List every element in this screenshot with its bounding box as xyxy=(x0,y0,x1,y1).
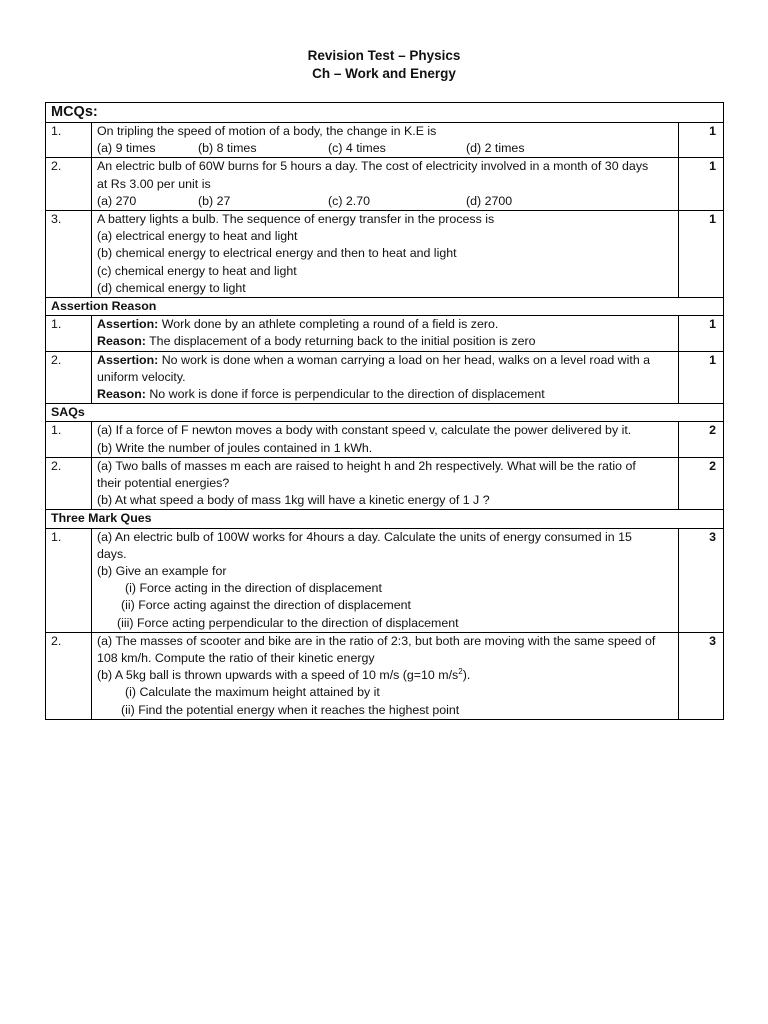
section-row-mcq xyxy=(46,103,724,123)
question-number: 2. xyxy=(46,351,92,404)
option-b: (b) chemical energy to electrical energy and then to heat and light xyxy=(97,246,457,261)
sub-question-ii: (ii) Force acting against the direction of displacement xyxy=(121,598,411,613)
question-marks: 1 xyxy=(679,351,724,404)
question-body xyxy=(92,123,679,158)
question-row-assertion-2 xyxy=(46,351,724,404)
question-number: 1. xyxy=(46,422,92,457)
question-body xyxy=(92,316,679,351)
question-part-a-continued: their potential energies? xyxy=(97,476,230,491)
question-text: An electric bulb of 60W burns for 5 hours a day. The cost of electricity involved in a month of 30 days xyxy=(97,159,649,174)
question-marks: 1 xyxy=(679,316,724,351)
sub-question-iii: (iii) Force acting perpendicular to the direction of displacement xyxy=(117,615,459,630)
reason-text: No work is done if force is perpendicular to the direction of displacement xyxy=(145,387,545,402)
section-title-assertion: Assertion Reason xyxy=(46,298,724,316)
question-part-b: (b) At what speed a body of mass 1kg will have a kinetic energy of 1 J ? xyxy=(97,493,490,508)
option-b: (b) 27 xyxy=(198,193,231,208)
worksheet-subtitle: Ch – Work and Energy xyxy=(312,66,456,81)
question-marks: 1 xyxy=(679,123,724,158)
question-body xyxy=(92,422,679,457)
question-marks: 1 xyxy=(679,210,724,297)
question-part-b: (b) Give an example for xyxy=(97,564,227,579)
assertion-text-continued: uniform velocity. xyxy=(97,369,186,384)
option-c: (c) 2.70 xyxy=(328,193,371,208)
question-body xyxy=(92,351,679,404)
question-marks: 3 xyxy=(679,528,724,632)
assertion-text: Work done by an athlete completing a round of a field is zero. xyxy=(158,317,499,332)
question-part-a-continued: 108 km/h. Compute the ratio of their kinetic energy xyxy=(97,651,375,666)
option-c: (c) chemical energy to heat and light xyxy=(97,263,297,278)
question-part-a: (a) An electric bulb of 100W works for 4hours a day. Calculate the units of energy consumed in 15 xyxy=(97,529,632,544)
option-a: (a) electrical energy to heat and light xyxy=(97,229,298,244)
question-row-three-mark-2 xyxy=(46,632,724,719)
section-row-three-mark xyxy=(46,510,724,528)
question-number: 1. xyxy=(46,528,92,632)
question-number: 3. xyxy=(46,210,92,297)
assertion-text: No work is done when a woman carrying a load on her head, walks on a level road with a xyxy=(158,352,651,367)
question-number: 1. xyxy=(46,123,92,158)
worksheet-header xyxy=(0,47,768,83)
question-number: 2. xyxy=(46,158,92,211)
section-row-saq xyxy=(46,404,724,422)
sub-question-i: (i) Force acting in the direction of displacement xyxy=(125,581,382,596)
worksheet-title: Revision Test – Physics xyxy=(307,48,461,63)
option-c: (c) 4 times xyxy=(328,141,386,156)
option-d: (d) 2 times xyxy=(466,141,525,156)
question-part-b-text: (b) A 5kg ball is thrown upwards with a speed of 10 m/s (g=10 m/s xyxy=(97,668,459,683)
question-text: On tripling the speed of motion of a body, the change in K.E is xyxy=(97,124,437,138)
section-title-mcq: MCQs: xyxy=(46,103,724,123)
question-part-b-end: ). xyxy=(462,668,471,683)
question-part-a: (a) If a force of F newton moves a body with constant speed v, calculate the power delivered by it. xyxy=(97,423,632,438)
question-body xyxy=(92,457,679,510)
question-number: 2. xyxy=(46,457,92,510)
section-title-three-mark: Three Mark Ques xyxy=(46,510,724,528)
question-part-a: (a) Two balls of masses m each are raised to height h and 2h respectively. What will be the ratio of xyxy=(97,458,636,473)
question-part-a-continued: days. xyxy=(97,546,127,561)
question-row-three-mark-1 xyxy=(46,528,724,632)
question-part-b: (b) Write the number of joules contained in 1 kWh. xyxy=(97,440,373,455)
option-a: (a) 270 xyxy=(97,193,137,208)
question-part-b xyxy=(97,667,673,684)
sub-question-i: (i) Calculate the maximum height attained by it xyxy=(125,685,380,700)
question-marks: 1 xyxy=(679,158,724,211)
section-row-assertion xyxy=(46,298,724,316)
question-text: A battery lights a bulb. The sequence of energy transfer in the process is xyxy=(97,211,495,226)
reason-label: Reason: xyxy=(97,334,146,349)
question-row-saq-1 xyxy=(46,422,724,457)
question-body xyxy=(92,632,679,719)
reason-line xyxy=(97,386,673,403)
question-marks: 2 xyxy=(679,422,724,457)
question-body xyxy=(92,210,679,297)
question-row-assertion-1 xyxy=(46,316,724,351)
question-row-mcq-1 xyxy=(46,123,724,158)
question-number: 2. xyxy=(46,632,92,719)
question-marks: 3 xyxy=(679,632,724,719)
question-body xyxy=(92,158,679,211)
sub-question-ii: (ii) Find the potential energy when it reaches the highest point xyxy=(121,702,460,717)
question-text-continued: at Rs 3.00 per unit is xyxy=(97,176,211,191)
superscript: 2 xyxy=(458,667,463,677)
question-row-saq-2 xyxy=(46,457,724,510)
assertion-label: Assertion: xyxy=(97,352,159,367)
section-title-saq: SAQs xyxy=(46,404,724,422)
question-table xyxy=(45,102,724,720)
assertion-label: Assertion: xyxy=(97,317,159,332)
reason-line xyxy=(97,333,673,350)
question-part-a: (a) The masses of scooter and bike are in the ratio of 2:3, but both are moving with the same speed of xyxy=(97,633,656,648)
option-b: (b) 8 times xyxy=(198,141,257,156)
option-row xyxy=(97,140,673,157)
question-number: 1. xyxy=(46,316,92,351)
option-a: (a) 9 times xyxy=(97,141,156,156)
option-row xyxy=(97,193,673,210)
assertion-line xyxy=(97,352,673,369)
assertion-line xyxy=(97,316,673,333)
question-marks: 2 xyxy=(679,457,724,510)
reason-text: The displacement of a body returning back to the initial position is zero xyxy=(145,334,536,349)
question-row-mcq-3 xyxy=(46,210,724,297)
reason-label: Reason: xyxy=(97,387,146,402)
question-body xyxy=(92,528,679,632)
option-d: (d) 2700 xyxy=(466,193,513,208)
option-d: (d) chemical energy to light xyxy=(97,280,246,295)
question-row-mcq-2 xyxy=(46,158,724,211)
